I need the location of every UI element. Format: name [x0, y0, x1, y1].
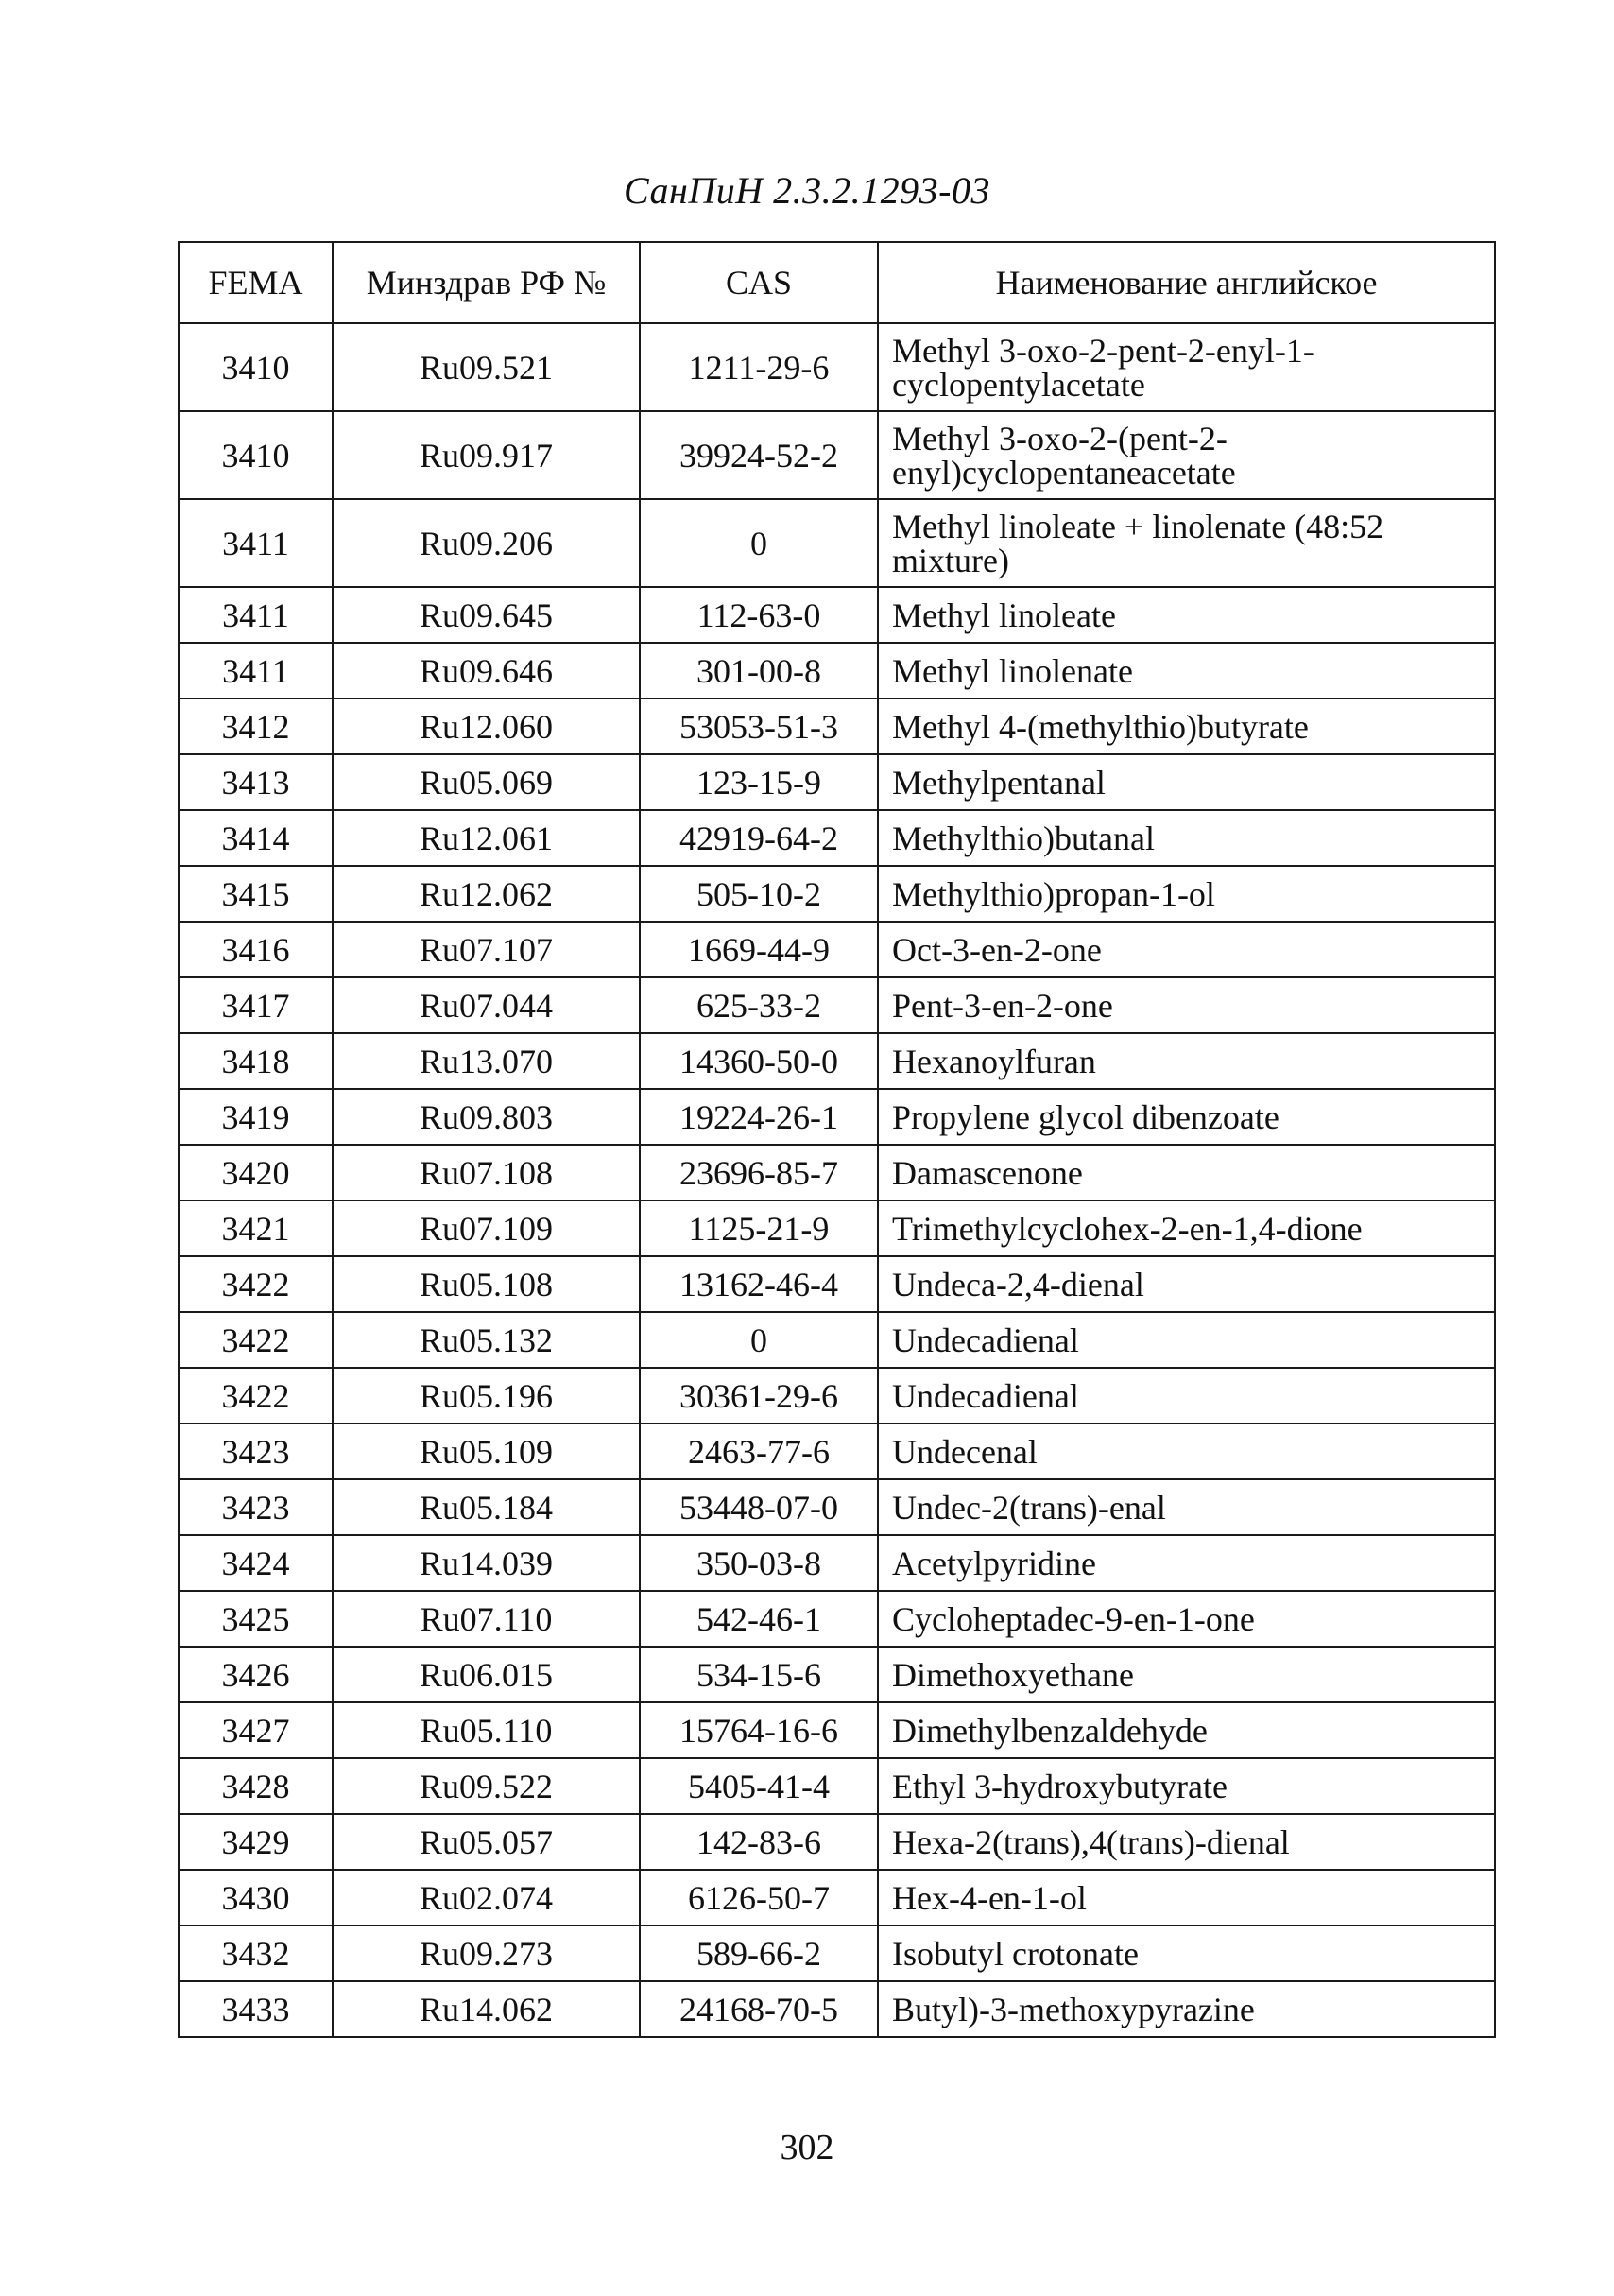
- cell-fema: 3426: [179, 1647, 333, 1702]
- cell-minzdrav: Ru09.646: [333, 643, 640, 699]
- cell-minzdrav: Ru02.074: [333, 1870, 640, 1925]
- cell-minzdrav: Ru05.057: [333, 1814, 640, 1870]
- table-row: [179, 1033, 1495, 1089]
- cell-minzdrav: Ru05.196: [333, 1368, 640, 1424]
- cell-minzdrav: Ru05.109: [333, 1424, 640, 1479]
- cell-name: Hexanoylfuran: [878, 1033, 1495, 1089]
- cell-minzdrav: Ru05.069: [333, 754, 640, 810]
- cell-name: Methyl linolenate: [878, 643, 1495, 699]
- table-row: [179, 1479, 1495, 1535]
- table-row: [179, 643, 1495, 699]
- cell-minzdrav: Ru07.109: [333, 1200, 640, 1256]
- cell-name: Isobutyl crotonate: [878, 1925, 1495, 1981]
- table-body: [179, 323, 1495, 2037]
- cell-cas: 534-15-6: [640, 1647, 878, 1702]
- cell-minzdrav: Ru07.107: [333, 922, 640, 977]
- cell-fema: 3416: [179, 922, 333, 977]
- table-row: [179, 411, 1495, 499]
- cell-fema: 3424: [179, 1535, 333, 1591]
- cell-name: Propylene glycol dibenzoate: [878, 1089, 1495, 1145]
- cell-fema: 3423: [179, 1479, 333, 1535]
- cell-cas: 5405-41-4: [640, 1758, 878, 1814]
- cell-name: Hexa-2(trans),4(trans)-dienal: [878, 1814, 1495, 1870]
- cell-cas: 6126-50-7: [640, 1870, 878, 1925]
- table-row: [179, 1535, 1495, 1591]
- cell-cas: 0: [640, 499, 878, 587]
- cell-cas: 39924-52-2: [640, 411, 878, 499]
- cell-minzdrav: Ru14.039: [333, 1535, 640, 1591]
- cell-fema: 3425: [179, 1591, 333, 1647]
- cell-name: Hex-4-en-1-ol: [878, 1870, 1495, 1925]
- cell-name: Oct-3-en-2-one: [878, 922, 1495, 977]
- column-header-cas: CAS: [640, 242, 878, 323]
- table-row: [179, 1368, 1495, 1424]
- cell-cas: 625-33-2: [640, 977, 878, 1033]
- cell-minzdrav: Ru12.060: [333, 699, 640, 754]
- cell-name: Undeca-2,4-dienal: [878, 1256, 1495, 1312]
- cell-cas: 13162-46-4: [640, 1256, 878, 1312]
- cell-minzdrav: Ru07.108: [333, 1145, 640, 1200]
- cell-name: Cycloheptadec-9-en-1-one: [878, 1591, 1495, 1647]
- cell-minzdrav: Ru13.070: [333, 1033, 640, 1089]
- table-row: [179, 754, 1495, 810]
- cell-minzdrav: Ru05.184: [333, 1479, 640, 1535]
- cell-name: Methyl 3-oxo-2-pent-2-enyl-1-cyclopentylacetate: [878, 323, 1495, 411]
- cell-cas: 0: [640, 1312, 878, 1368]
- table-row: [179, 1647, 1495, 1702]
- cell-fema: 3429: [179, 1814, 333, 1870]
- cell-cas: 350-03-8: [640, 1535, 878, 1591]
- cell-minzdrav: Ru09.273: [333, 1925, 640, 1981]
- cell-minzdrav: Ru05.132: [333, 1312, 640, 1368]
- cell-name: Methylthio)propan-1-ol: [878, 866, 1495, 922]
- cell-cas: 301-00-8: [640, 643, 878, 699]
- cell-cas: 23696-85-7: [640, 1145, 878, 1200]
- cell-cas: 542-46-1: [640, 1591, 878, 1647]
- cell-name: Methyl linoleate: [878, 587, 1495, 643]
- cell-fema: 3411: [179, 643, 333, 699]
- cell-fema: 3420: [179, 1145, 333, 1200]
- column-header-name: Наименование английское: [878, 242, 1495, 323]
- cell-fema: 3410: [179, 323, 333, 411]
- cell-fema: 3433: [179, 1981, 333, 2037]
- table-row: [179, 1870, 1495, 1925]
- table-row: [179, 1814, 1495, 1870]
- table-row: [179, 1200, 1495, 1256]
- cell-minzdrav: Ru07.110: [333, 1591, 640, 1647]
- cell-fema: 3422: [179, 1312, 333, 1368]
- table-row: [179, 1591, 1495, 1647]
- cell-fema: 3417: [179, 977, 333, 1033]
- table-row: [179, 810, 1495, 866]
- cell-minzdrav: Ru06.015: [333, 1647, 640, 1702]
- cell-fema: 3412: [179, 699, 333, 754]
- cell-minzdrav: Ru09.645: [333, 587, 640, 643]
- cell-minzdrav: Ru12.061: [333, 810, 640, 866]
- cell-name: Undecadienal: [878, 1368, 1495, 1424]
- cell-minzdrav: Ru09.917: [333, 411, 640, 499]
- cell-cas: 505-10-2: [640, 866, 878, 922]
- table-row: [179, 922, 1495, 977]
- cell-fema: 3411: [179, 499, 333, 587]
- cell-cas: 15764-16-6: [640, 1702, 878, 1758]
- cell-cas: 2463-77-6: [640, 1424, 878, 1479]
- cell-fema: 3411: [179, 587, 333, 643]
- cell-minzdrav: Ru14.062: [333, 1981, 640, 2037]
- cell-cas: 1669-44-9: [640, 922, 878, 977]
- cell-cas: 19224-26-1: [640, 1089, 878, 1145]
- cell-fema: 3414: [179, 810, 333, 866]
- cell-fema: 3427: [179, 1702, 333, 1758]
- cell-name: Undec-2(trans)-enal: [878, 1479, 1495, 1535]
- cell-cas: 30361-29-6: [640, 1368, 878, 1424]
- table-row: [179, 587, 1495, 643]
- cell-cas: 142-83-6: [640, 1814, 878, 1870]
- cell-cas: 1211-29-6: [640, 323, 878, 411]
- table-row: [179, 1758, 1495, 1814]
- cell-fema: 3422: [179, 1256, 333, 1312]
- cell-fema: 3415: [179, 866, 333, 922]
- cell-cas: 42919-64-2: [640, 810, 878, 866]
- cell-cas: 53053-51-3: [640, 699, 878, 754]
- cell-name: Methyl 4-(methylthio)butyrate: [878, 699, 1495, 754]
- cell-fema: 3421: [179, 1200, 333, 1256]
- cell-minzdrav: Ru12.062: [333, 866, 640, 922]
- table-row: [179, 699, 1495, 754]
- page-header: СанПиН 2.3.2.1293-03: [624, 169, 990, 212]
- table-header-row: [179, 242, 1495, 323]
- cell-cas: 24168-70-5: [640, 1981, 878, 2037]
- cell-name: Trimethylcyclohex-2-en-1,4-dione: [878, 1200, 1495, 1256]
- cell-minzdrav: Ru09.521: [333, 323, 640, 411]
- column-header-minzdrav: Минздрав РФ №: [333, 242, 640, 323]
- cell-fema: 3428: [179, 1758, 333, 1814]
- cell-fema: 3413: [179, 754, 333, 810]
- cell-name: Methyl linoleate + linolenate (48:52 mixture): [878, 499, 1495, 587]
- cell-name: Acetylpyridine: [878, 1535, 1495, 1591]
- column-header-fema: FEMA: [179, 242, 333, 323]
- cell-name: Undecadienal: [878, 1312, 1495, 1368]
- cell-name: Undecenal: [878, 1424, 1495, 1479]
- cell-name: Methylthio)butanal: [878, 810, 1495, 866]
- table-row: [179, 1702, 1495, 1758]
- cell-name: Dimethoxyethane: [878, 1647, 1495, 1702]
- table-row: [179, 1256, 1495, 1312]
- cell-name: Dimethylbenzaldehyde: [878, 1702, 1495, 1758]
- cell-cas: 14360-50-0: [640, 1033, 878, 1089]
- cell-minzdrav: Ru09.522: [333, 1758, 640, 1814]
- table-row: [179, 1424, 1495, 1479]
- cell-minzdrav: Ru09.206: [333, 499, 640, 587]
- cell-cas: 53448-07-0: [640, 1479, 878, 1535]
- cell-name: Damascenone: [878, 1145, 1495, 1200]
- table-row: [179, 1145, 1495, 1200]
- cell-minzdrav: Ru07.044: [333, 977, 640, 1033]
- cell-cas: 1125-21-9: [640, 1200, 878, 1256]
- table-row: [179, 1312, 1495, 1368]
- cell-minzdrav: Ru05.108: [333, 1256, 640, 1312]
- fema-table: [178, 241, 1496, 2038]
- table-row: [179, 1981, 1495, 2037]
- cell-minzdrav: Ru05.110: [333, 1702, 640, 1758]
- cell-name: Butyl)-3-methoxypyrazine: [878, 1981, 1495, 2037]
- cell-name: Methyl 3-oxo-2-(pent-2-enyl)cyclopentaneacetate: [878, 411, 1495, 499]
- cell-fema: 3430: [179, 1870, 333, 1925]
- cell-fema: 3410: [179, 411, 333, 499]
- table-row: [179, 499, 1495, 587]
- table-row: [179, 977, 1495, 1033]
- cell-fema: 3423: [179, 1424, 333, 1479]
- page-number: 302: [780, 2128, 834, 2167]
- cell-minzdrav: Ru09.803: [333, 1089, 640, 1145]
- table-row: [179, 323, 1495, 411]
- table-row: [179, 1925, 1495, 1981]
- table-row: [179, 1089, 1495, 1145]
- cell-cas: 112-63-0: [640, 587, 878, 643]
- cell-name: Pent-3-en-2-one: [878, 977, 1495, 1033]
- table-row: [179, 866, 1495, 922]
- cell-fema: 3422: [179, 1368, 333, 1424]
- cell-name: Ethyl 3-hydroxybutyrate: [878, 1758, 1495, 1814]
- cell-fema: 3419: [179, 1089, 333, 1145]
- cell-cas: 589-66-2: [640, 1925, 878, 1981]
- cell-fema: 3432: [179, 1925, 333, 1981]
- cell-name: Methylpentanal: [878, 754, 1495, 810]
- cell-fema: 3418: [179, 1033, 333, 1089]
- cell-cas: 123-15-9: [640, 754, 878, 810]
